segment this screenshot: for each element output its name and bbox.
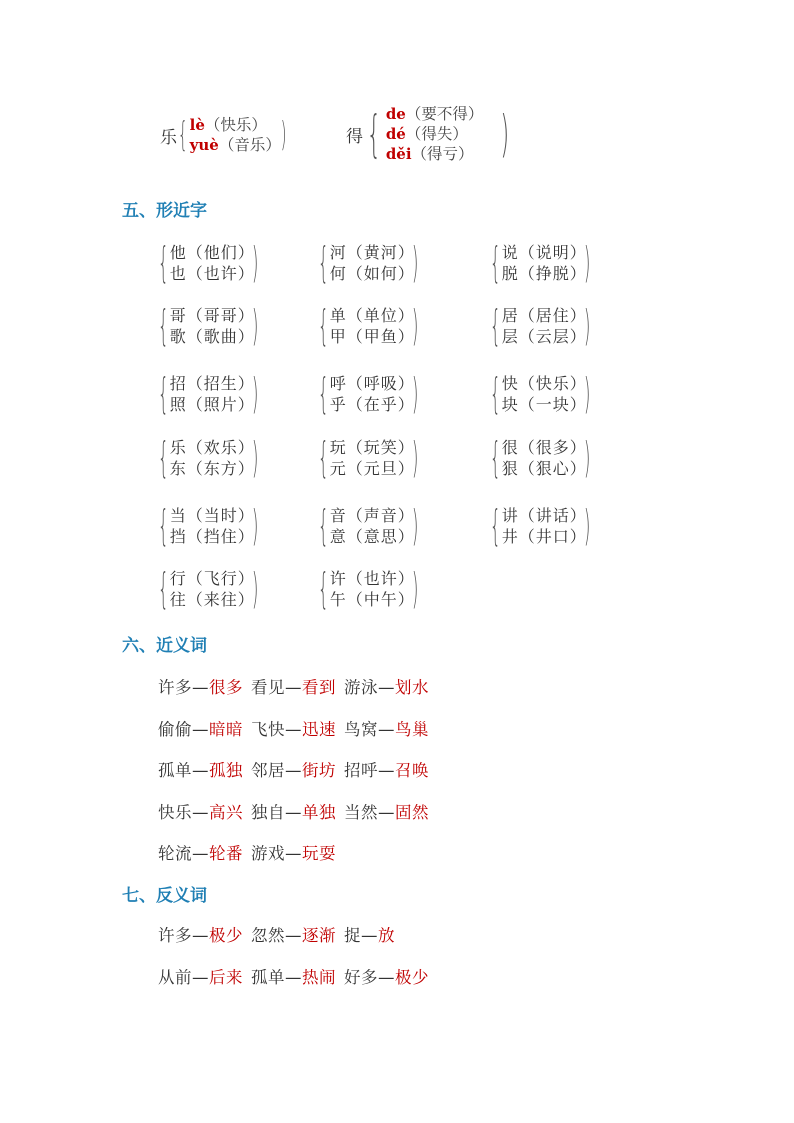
pair-line: 河（黄河） bbox=[329, 243, 415, 262]
pair-line: 玩（玩笑） bbox=[329, 438, 415, 457]
word: 邻居 bbox=[251, 761, 285, 780]
dash: — bbox=[192, 719, 209, 739]
dash: — bbox=[378, 678, 395, 697]
word: 轮流 bbox=[158, 844, 192, 863]
answer-word: 热闹 bbox=[302, 968, 336, 987]
char-pair bbox=[318, 564, 423, 613]
polyphone-de bbox=[346, 104, 515, 164]
dash: — bbox=[192, 968, 209, 987]
left-brace: { bbox=[318, 301, 329, 350]
section-title-antonyms: 七、反义词 bbox=[122, 886, 207, 906]
word-pair-row bbox=[158, 799, 429, 823]
pair-line: 招（招生） bbox=[169, 374, 255, 393]
word: 游泳 bbox=[344, 678, 378, 697]
answer-word: 召唤 bbox=[395, 761, 429, 780]
pair-line: 许（也许） bbox=[329, 569, 415, 588]
pair-line: 层（云层） bbox=[501, 327, 587, 346]
pair-line: 块（一块） bbox=[501, 395, 587, 414]
pair-line: 乐（欢乐） bbox=[169, 438, 255, 457]
word: 鸟窝 bbox=[344, 719, 378, 739]
word-pair-row bbox=[158, 674, 429, 698]
right-brace: ) bbox=[251, 501, 259, 550]
pinyin: děi bbox=[385, 145, 412, 163]
word: 好多 bbox=[344, 968, 378, 987]
pair-line: 说（说明） bbox=[501, 243, 587, 262]
pair-line: 歌（歌曲） bbox=[169, 327, 255, 346]
left-brace: { bbox=[490, 369, 501, 418]
pair-line: 东（东方） bbox=[169, 459, 255, 478]
meaning: （音乐） bbox=[218, 136, 281, 154]
pair-line: 很（很多） bbox=[501, 438, 587, 457]
right-brace: ) bbox=[251, 564, 259, 613]
pair-line: 哥（哥哥） bbox=[169, 306, 255, 325]
word: 偷偷 bbox=[158, 719, 192, 739]
answer-word: 高兴 bbox=[209, 802, 243, 822]
pair-line: 讲（讲话） bbox=[501, 506, 587, 525]
pair-line: 单（单位） bbox=[329, 306, 415, 325]
char-pair bbox=[490, 433, 595, 482]
polyphone-char: 乐 bbox=[160, 127, 177, 148]
word-pair-row bbox=[158, 757, 429, 781]
word-pair-row bbox=[158, 922, 395, 946]
char-pair bbox=[490, 238, 595, 287]
meaning: （快乐） bbox=[204, 116, 267, 134]
pair-line: 当（当时） bbox=[169, 506, 255, 525]
polyphone-le bbox=[160, 115, 290, 155]
pair-line: 脱（挣脱） bbox=[501, 264, 587, 283]
pair-line: 居（居住） bbox=[501, 306, 587, 325]
char-pair bbox=[158, 433, 263, 482]
left-brace: { bbox=[158, 238, 169, 287]
answer-word: 放 bbox=[378, 926, 395, 945]
word: 许多 bbox=[158, 926, 192, 945]
word: 游戏 bbox=[251, 844, 285, 863]
right-brace: ) bbox=[583, 369, 591, 418]
left-brace: { bbox=[318, 369, 329, 418]
answer-word: 玩耍 bbox=[302, 844, 336, 863]
answer-word: 鸟巢 bbox=[395, 719, 429, 739]
right-brace: ) bbox=[411, 238, 419, 287]
answer-word: 极少 bbox=[209, 926, 243, 945]
right-brace: ) bbox=[583, 238, 591, 287]
pair-line: 乎（在乎） bbox=[329, 395, 415, 414]
dash: — bbox=[361, 926, 378, 945]
answer-word: 街坊 bbox=[302, 761, 336, 780]
char-pair bbox=[318, 501, 423, 550]
right-brace: ) bbox=[280, 115, 287, 155]
char-pair bbox=[158, 501, 263, 550]
pair-line: 他（他们） bbox=[169, 243, 255, 262]
meaning: （得失） bbox=[405, 125, 468, 143]
word: 忽然 bbox=[251, 926, 285, 945]
answer-word: 轮番 bbox=[209, 844, 243, 863]
word-pair-row bbox=[158, 716, 429, 740]
left-brace: { bbox=[490, 433, 501, 482]
answer-word: 迅速 bbox=[302, 719, 336, 739]
polyphone-char: 得 bbox=[346, 126, 363, 147]
char-pair bbox=[158, 238, 263, 287]
right-brace: ) bbox=[583, 433, 591, 482]
right-brace: ) bbox=[583, 501, 591, 550]
left-brace: { bbox=[318, 501, 329, 550]
pair-line: 午（中午） bbox=[329, 590, 415, 609]
right-brace: ) bbox=[251, 369, 259, 418]
pinyin: de bbox=[385, 105, 406, 123]
char-pair bbox=[318, 369, 423, 418]
pair-line: 何（如何） bbox=[329, 264, 415, 283]
left-brace: { bbox=[158, 501, 169, 550]
section-title-synonyms: 六、近义词 bbox=[122, 636, 207, 656]
dash: — bbox=[378, 968, 395, 987]
answer-word: 单独 bbox=[302, 802, 336, 822]
word: 招呼 bbox=[344, 761, 378, 780]
pinyin: yuè bbox=[189, 136, 219, 154]
dash: — bbox=[285, 968, 302, 987]
pinyin: dé bbox=[385, 125, 406, 143]
pair-line: 挡（挡住） bbox=[169, 527, 255, 546]
left-brace: { bbox=[490, 501, 501, 550]
pair-line: 音（声音） bbox=[329, 506, 415, 525]
word: 从前 bbox=[158, 968, 192, 987]
answer-word: 固然 bbox=[395, 802, 429, 822]
right-brace: ) bbox=[251, 238, 259, 287]
left-brace: { bbox=[177, 115, 188, 155]
word-pair-row bbox=[158, 840, 336, 864]
meaning: （要不得） bbox=[405, 105, 484, 123]
pair-line: 井（井口） bbox=[501, 527, 587, 546]
pair-line: 意（意思） bbox=[329, 527, 415, 546]
char-pair bbox=[318, 301, 423, 350]
pair-line: 往（来往） bbox=[169, 590, 255, 609]
word-pair-row bbox=[158, 964, 429, 988]
pair-line: 狠（狠心） bbox=[501, 459, 587, 478]
left-brace: { bbox=[318, 433, 329, 482]
dash: — bbox=[285, 761, 302, 780]
answer-word: 看到 bbox=[302, 678, 336, 697]
word: 许多 bbox=[158, 678, 192, 697]
pair-line: 行（飞行） bbox=[169, 569, 255, 588]
dash: — bbox=[192, 926, 209, 945]
dash: — bbox=[192, 802, 209, 822]
left-brace: { bbox=[158, 433, 169, 482]
left-brace: { bbox=[490, 238, 501, 287]
pair-line: 甲（甲鱼） bbox=[329, 327, 415, 346]
right-brace: ) bbox=[251, 433, 259, 482]
right-brace: ) bbox=[411, 564, 419, 613]
meaning: （得亏） bbox=[411, 145, 474, 163]
dash: — bbox=[378, 719, 395, 739]
left-brace: { bbox=[158, 301, 169, 350]
word: 孤单 bbox=[158, 761, 192, 780]
answer-word: 暗暗 bbox=[209, 719, 243, 739]
dash: — bbox=[192, 761, 209, 780]
word: 快乐 bbox=[158, 802, 192, 822]
dash: — bbox=[285, 844, 302, 863]
left-brace: { bbox=[158, 369, 169, 418]
char-pair bbox=[158, 369, 263, 418]
word: 看见 bbox=[251, 678, 285, 697]
answer-word: 孤独 bbox=[209, 761, 243, 780]
right-brace: ) bbox=[411, 501, 419, 550]
left-brace: { bbox=[490, 301, 501, 350]
answer-word: 后来 bbox=[209, 968, 243, 987]
answer-word: 极少 bbox=[395, 968, 429, 987]
char-pair bbox=[490, 501, 595, 550]
dash: — bbox=[378, 802, 395, 822]
word: 飞快 bbox=[251, 719, 285, 739]
dash: — bbox=[192, 844, 209, 863]
right-brace: ) bbox=[583, 301, 591, 350]
dash: — bbox=[285, 926, 302, 945]
word: 当然 bbox=[344, 802, 378, 822]
answer-word: 划水 bbox=[395, 678, 429, 697]
pinyin: lè bbox=[189, 116, 205, 134]
answer-word: 很多 bbox=[209, 678, 243, 697]
pair-line: 元（元旦） bbox=[329, 459, 415, 478]
section-title-similar-chars: 五、形近字 bbox=[122, 201, 207, 221]
word: 孤单 bbox=[251, 968, 285, 987]
dash: — bbox=[378, 761, 395, 780]
right-brace: ) bbox=[500, 105, 510, 163]
left-brace: { bbox=[318, 238, 329, 287]
pair-line: 快（快乐） bbox=[501, 374, 587, 393]
char-pair bbox=[318, 433, 423, 482]
pair-line: 照（照片） bbox=[169, 395, 255, 414]
char-pair bbox=[158, 564, 263, 613]
char-pair bbox=[490, 369, 595, 418]
word: 捉 bbox=[344, 926, 361, 945]
char-pair bbox=[490, 301, 595, 350]
char-pair bbox=[158, 301, 263, 350]
left-brace: { bbox=[366, 105, 382, 163]
dash: — bbox=[192, 678, 209, 697]
right-brace: ) bbox=[251, 301, 259, 350]
right-brace: ) bbox=[411, 301, 419, 350]
dash: — bbox=[285, 678, 302, 697]
left-brace: { bbox=[318, 564, 329, 613]
right-brace: ) bbox=[411, 433, 419, 482]
left-brace: { bbox=[158, 564, 169, 613]
pair-line: 呼（呼吸） bbox=[329, 374, 415, 393]
word: 独自 bbox=[251, 802, 285, 822]
answer-word: 逐渐 bbox=[302, 926, 336, 945]
char-pair bbox=[318, 238, 423, 287]
right-brace: ) bbox=[411, 369, 419, 418]
dash: — bbox=[285, 719, 302, 739]
pair-line: 也（也许） bbox=[169, 264, 255, 283]
dash: — bbox=[285, 802, 302, 822]
